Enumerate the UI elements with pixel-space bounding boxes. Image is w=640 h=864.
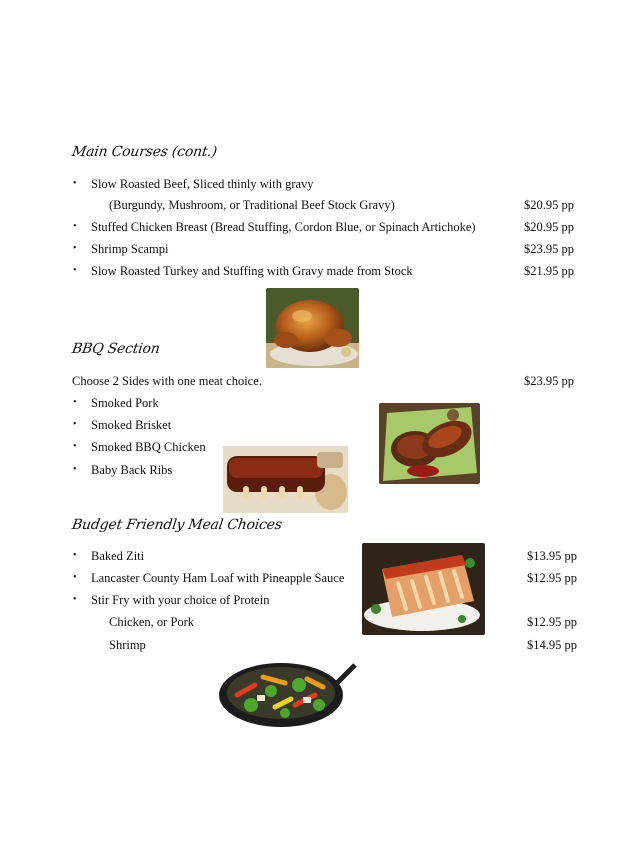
menu-item-gravy-options: (Burgundy, Mushroom, or Traditional Beef Stock Gravy) xyxy=(109,198,395,212)
price-baked-ziti: $13.95 pp xyxy=(527,549,577,563)
price-roast-beef: $20.95 pp xyxy=(524,198,574,212)
menu-item-shrimp-scampi: Shrimp Scampi xyxy=(91,242,169,256)
bullet: • xyxy=(73,464,77,475)
budget-section-heading: Budget Friendly Meal Choices xyxy=(70,517,283,533)
baked-ziti-photo xyxy=(362,543,485,635)
bullet: • xyxy=(73,550,77,561)
stir-fry-option-chicken-pork: Chicken, or Pork xyxy=(109,615,195,629)
bullet: • xyxy=(73,243,77,254)
price-roast-turkey: $21.95 pp xyxy=(524,264,574,278)
stir-fry-option-shrimp: Shrimp xyxy=(109,638,146,652)
bbq-item-smoked-pork: Smoked Pork xyxy=(91,396,159,410)
bullet: • xyxy=(73,265,77,276)
baby-back-ribs-photo xyxy=(223,446,348,513)
main-courses-heading: Main Courses (cont.) xyxy=(70,144,218,160)
budget-item-stir-fry: Stir Fry with your choice of Protein xyxy=(91,593,270,607)
price-stir-fry-chicken-pork: $12.95 pp xyxy=(527,615,577,629)
bullet: • xyxy=(73,221,77,232)
budget-item-ham-loaf: Lancaster County Ham Loaf with Pineapple Sauce xyxy=(91,571,345,585)
menu-item-stuffed-chicken: Stuffed Chicken Breast (Bread Stuffing, Cordon Blue, or Spinach Artichoke) xyxy=(91,220,476,234)
bullet: • xyxy=(73,572,77,583)
price-stir-fry-shrimp: $14.95 pp xyxy=(527,638,577,652)
stir-fry-photo xyxy=(215,655,357,729)
bbq-item-smoked-brisket: Smoked Brisket xyxy=(91,418,172,432)
bbq-chicken-photo xyxy=(379,403,480,484)
price-ham-loaf: $12.95 pp xyxy=(527,571,577,585)
bullet: • xyxy=(73,419,77,430)
roast-turkey-photo xyxy=(266,288,359,368)
price-stuffed-chicken: $20.95 pp xyxy=(524,220,574,234)
bullet: • xyxy=(73,441,77,452)
bbq-intro: Choose 2 Sides with one meat choice. xyxy=(72,374,262,388)
bbq-item-smoked-chicken: Smoked BBQ Chicken xyxy=(91,440,206,454)
price-shrimp-scampi: $23.95 pp xyxy=(524,242,574,256)
bbq-section-heading: BBQ Section xyxy=(70,341,161,357)
menu-item-roast-beef: Slow Roasted Beef, Sliced thinly with gravy xyxy=(91,177,314,191)
bullet: • xyxy=(73,397,77,408)
bbq-item-baby-back-ribs: Baby Back Ribs xyxy=(91,463,173,477)
budget-item-baked-ziti: Baked Ziti xyxy=(91,549,145,563)
menu-item-roast-turkey: Slow Roasted Turkey and Stuffing with Gravy made from Stock xyxy=(91,264,413,278)
bullet: • xyxy=(73,178,77,189)
price-bbq: $23.95 pp xyxy=(524,374,574,388)
bullet: • xyxy=(73,594,77,605)
